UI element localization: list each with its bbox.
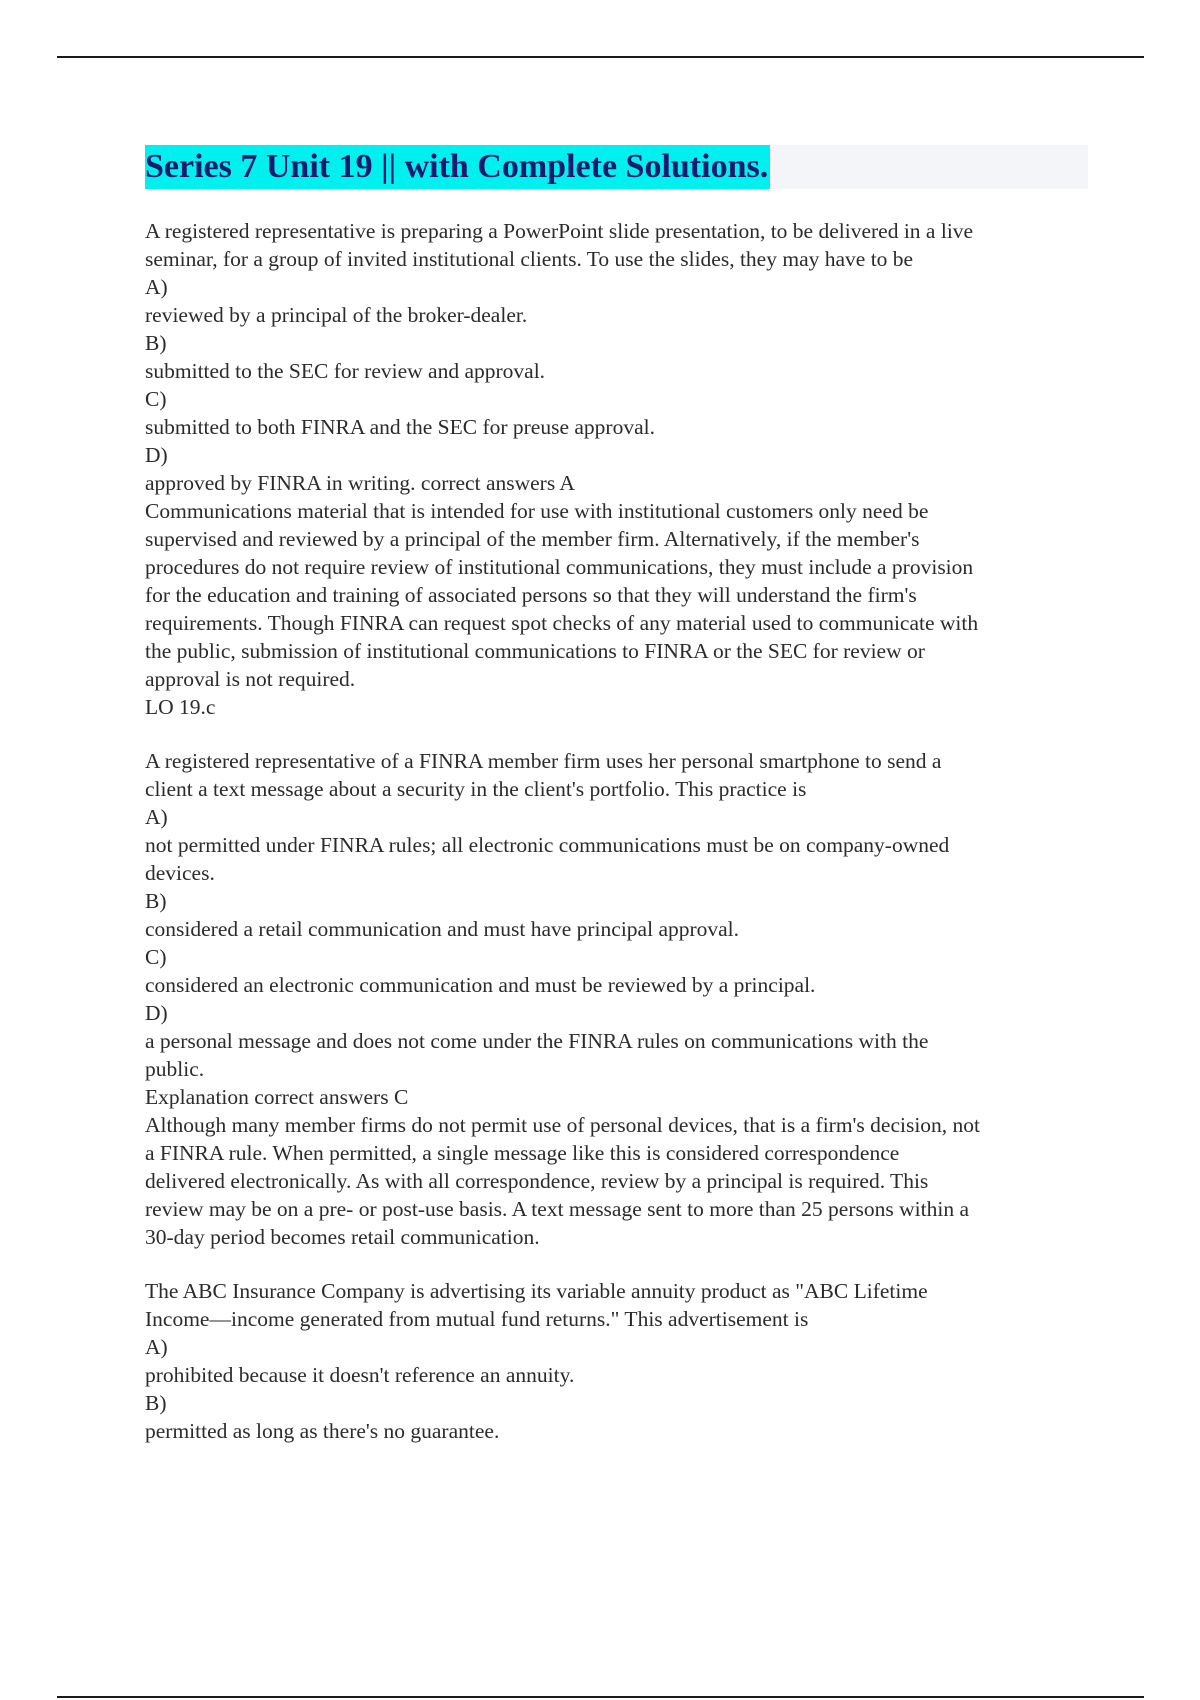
question-text-line: A) (145, 275, 168, 299)
question-gap (145, 1251, 1090, 1277)
page-title: Series 7 Unit 19 || with Complete Solutions. (145, 145, 770, 189)
question-text-line: Income—income generated from mutual fund returns." This advertisement is (145, 1307, 809, 1331)
question-text-line: B) (145, 1391, 167, 1415)
question-text-line: Although many member firms do not permit use of personal devices, that is a firm's decision, not (145, 1113, 981, 1137)
question-text-line: LO 19.c (145, 695, 216, 719)
question-text-line: A registered representative of a FINRA member firm uses her personal smartphone to send a (145, 749, 942, 773)
question-text-line: review may be on a pre- or post-use basis. A text message sent to more than 25 persons within a (145, 1197, 969, 1221)
question-text-line: requirements. Though FINRA can request spot checks of any material used to communicate with (145, 611, 979, 635)
question-text-line: a FINRA rule. When permitted, a single message like this is considered correspondence (145, 1141, 900, 1165)
question-text-line: permitted as long as there's no guarantee. (145, 1419, 500, 1443)
question-text-line: devices. (145, 861, 215, 885)
question-text-line: 30-day period becomes retail communication. (145, 1225, 540, 1249)
question-text-line: prohibited because it doesn't reference an annuity. (145, 1363, 575, 1387)
question-text-line: the public, submission of institutional communications to FINRA or the SEC for review or (145, 639, 925, 663)
question-text-line: B) (145, 331, 167, 355)
question-text-line: The ABC Insurance Company is advertising its variable annuity product as "ABC Lifetime (145, 1279, 928, 1303)
question-text-line: D) (145, 443, 168, 467)
question-text-line: B) (145, 889, 167, 913)
question-text-line: seminar, for a group of invited institutional clients. To use the slides, they may have to be (145, 247, 914, 271)
question-text-line: A) (145, 805, 168, 829)
question-text-line: reviewed by a principal of the broker-dealer. (145, 303, 528, 327)
question-text-line: for the education and training of associated persons so that they will understand the firm's (145, 583, 917, 607)
question-text-line: C) (145, 945, 167, 969)
bottom-rule (57, 1696, 1144, 1698)
question-text-line: D) (145, 1001, 168, 1025)
question-text-line: a personal message and does not come under the FINRA rules on communications with the (145, 1029, 929, 1053)
question-text-line: submitted to both FINRA and the SEC for preuse approval. (145, 415, 655, 439)
question-block (145, 1277, 1090, 1445)
question-block (145, 217, 1090, 721)
question-text-line: A registered representative is preparing a PowerPoint slide presentation, to be delivered in a live (145, 219, 974, 243)
question-text-line: A) (145, 1335, 168, 1359)
question-text-line: Communications material that is intended for use with institutional customers only need be (145, 499, 929, 523)
question-text-line: client a text message about a security in the client's portfolio. This practice is (145, 777, 807, 801)
question-text-line: delivered electronically. As with all correspondence, review by a principal is required. This (145, 1169, 929, 1193)
top-rule (57, 56, 1144, 58)
question-text-line: approved by FINRA in writing. correct answers A (145, 471, 575, 495)
question-gap (145, 721, 1090, 747)
question-text-line: supervised and reviewed by a principal of the member firm. Alternatively, if the member's (145, 527, 920, 551)
question-text-line: submitted to the SEC for review and approval. (145, 359, 546, 383)
document-body (145, 145, 1090, 1445)
question-text-line: approval is not required. (145, 667, 356, 691)
question-list (145, 217, 1090, 1445)
question-text-line: public. (145, 1057, 205, 1081)
question-text-line: considered an electronic communication and must be reviewed by a principal. (145, 973, 816, 997)
question-text-line: Explanation correct answers C (145, 1085, 409, 1109)
title-row (145, 145, 1088, 189)
question-text-line: C) (145, 387, 167, 411)
question-text-line: considered a retail communication and must have principal approval. (145, 917, 740, 941)
question-block (145, 747, 1090, 1251)
question-text-line: not permitted under FINRA rules; all electronic communications must be on company-owned (145, 833, 950, 857)
question-text-line: procedures do not require review of institutional communications, they must include a provision (145, 555, 974, 579)
